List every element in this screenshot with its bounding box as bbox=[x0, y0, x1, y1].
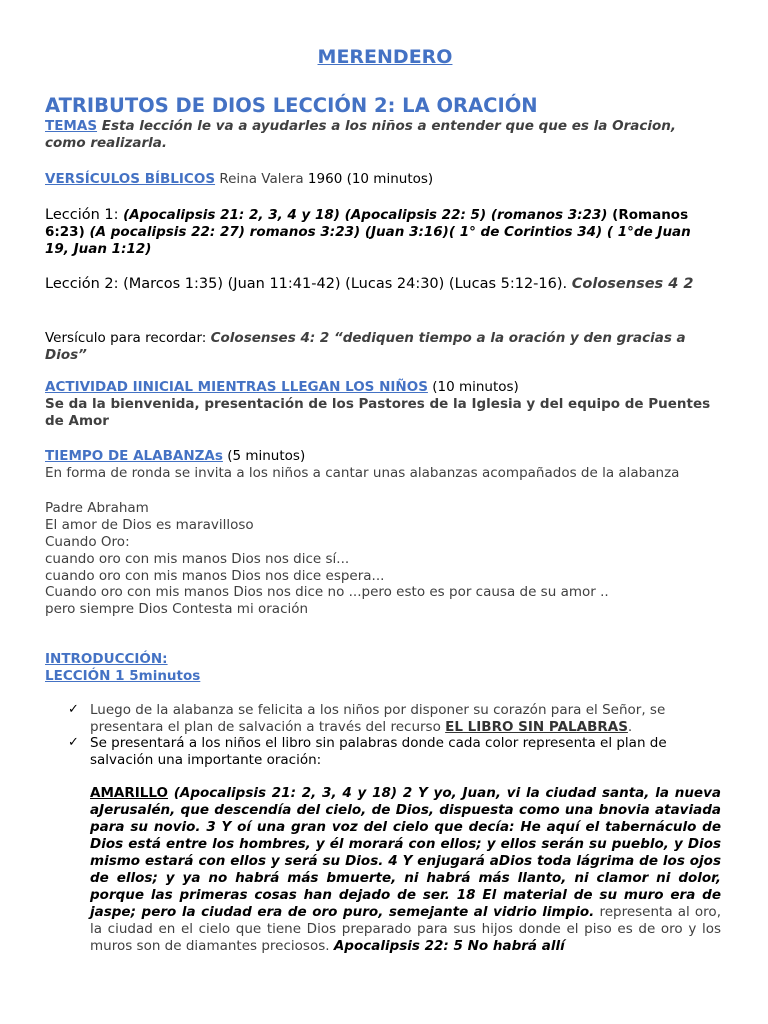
leccion1-ref3: (romanos 3:23) bbox=[486, 207, 608, 223]
alabanzas-time: (5 minutos) bbox=[222, 448, 306, 464]
song-line: Cuando oro con mis manos Dios nos dice no ...pero esto es por causa de su amor .. bbox=[45, 584, 609, 600]
amarillo-end: Apocalipsis 22: 5 No habrá allí bbox=[333, 938, 565, 954]
checkmark-icon: ✓ bbox=[68, 735, 79, 750]
bullet-1-bold: EL LIBRO SIN PALABRAS bbox=[445, 719, 628, 735]
leccion2-paragraph bbox=[45, 276, 717, 293]
versiculo-recordar-prefix: Versículo para recordar: bbox=[45, 330, 211, 346]
leccion2-prefix: Lección 2: (Marcos 1:35) (Juan 11:41-42) (Lucas 24:30) (Lucas 5:12-16). bbox=[45, 276, 572, 292]
amarillo-label: AMARILLO bbox=[90, 785, 168, 801]
versiculos-year: 1960 (10 minutos) bbox=[307, 171, 434, 187]
leccion1-ref5: (A pocalipsis 22: 27) romanos 3:23) bbox=[84, 224, 361, 240]
leccion2-colosenses: Colosenses 4 2 bbox=[571, 276, 694, 292]
versiculos-label: VERSÍCULOS BÍBLICOS bbox=[45, 171, 216, 187]
bullet-item-1 bbox=[90, 702, 720, 736]
introduccion-label: INTRODUCCIÓN: bbox=[45, 651, 168, 667]
lesson-heading: ATRIBUTOS DE DIOS LECCIÓN 2: LA ORACIÓN bbox=[45, 94, 538, 117]
alabanzas-label: TIEMPO DE ALABANZAs bbox=[45, 448, 223, 464]
song-line: cuando oro con mis manos Dios nos dice espera... bbox=[45, 568, 385, 584]
bullet-1-end: . bbox=[627, 719, 633, 735]
leccion1-ref6: (Juan 3:16)( 1° de Corintios 34) ( 1°de Juan 19, Juan 1:12) bbox=[45, 224, 691, 257]
bullet-1-text: Luego de la alabanza se felicita a los niños por disponer su corazón para el Señor, se presentara el plan de salvación a través del recurso bbox=[90, 702, 666, 735]
leccion1-sublabel: LECCIÓN 1 5minutos bbox=[45, 668, 201, 684]
document-title: MERENDERO bbox=[317, 46, 453, 68]
temas-label: TEMAS bbox=[45, 118, 98, 134]
leccion1-ref4: (Romanos 6:23) bbox=[45, 207, 689, 240]
amarillo-plain: representa al oro, la ciudad en el cielo que tiene Dios preparado para sus hijos donde el piso es de oro y los muros son de diamantes preciosos. bbox=[90, 904, 721, 954]
song-line: Cuando Oro: bbox=[45, 534, 130, 550]
versiculo-recordar-text: Colosenses 4: 2 “dediquen tiempo a la oración y den gracias a Dios” bbox=[45, 330, 686, 363]
song-line: Padre Abraham bbox=[45, 500, 149, 516]
temas-text: Esta lección le va a ayudarles a los niños a entender que que es la Oracion, como realizarla. bbox=[45, 118, 676, 151]
bullet-item-2: Se presentará a los niños el libro sin palabras donde cada color representa el plan de salvación una importante oración: bbox=[90, 735, 667, 768]
actividad-line bbox=[45, 379, 717, 396]
actividad-text: Se da la bienvenida, presentación de los Pastores de la Iglesia y del equipo de Puentes de Amor bbox=[45, 396, 711, 429]
leccion1-prefix: Lección 1: bbox=[45, 207, 124, 223]
alabanzas-line bbox=[45, 448, 717, 465]
amarillo-paragraph bbox=[90, 785, 721, 955]
checkmark-icon: ✓ bbox=[68, 702, 79, 717]
song-line: El amor de Dios es maravilloso bbox=[45, 517, 254, 533]
song-line: pero siempre Dios Contesta mi oración bbox=[45, 601, 309, 617]
temas-paragraph bbox=[45, 118, 717, 152]
actividad-label: ACTIVIDAD IINICIAL MIENTRAS LLEGAN LOS NIÑOS bbox=[45, 379, 428, 395]
versiculos-text: Reina Valera bbox=[215, 171, 308, 187]
versiculo-recordar bbox=[45, 330, 717, 364]
actividad-time: (10 minutos) bbox=[427, 379, 519, 395]
leccion1-ref1: (Apocalipsis 21: 2, 3, 4 y 18) bbox=[123, 207, 340, 223]
song-line: cuando oro con mis manos Dios nos dice sí... bbox=[45, 551, 350, 567]
leccion1-paragraph bbox=[45, 207, 717, 258]
versiculos-line bbox=[45, 171, 717, 188]
alabanzas-intro: En forma de ronda se invita a los niños a cantar unas alabanzas acompañados de la alabanza bbox=[45, 465, 680, 481]
leccion1-ref2: (Apocalipsis 22: 5) bbox=[339, 207, 487, 223]
amarillo-verse: (Apocalipsis 21: 2, 3, 4 y 18) 2 Y yo, Juan, vi la ciudad santa, la nueva aJerusalén, que descendía del cielo, de Dios, dispuesta como una bnovia ataviada para su novio. 3 Y oí una gran voz del cielo que decía: He aquí el tabernáculo de Dios está entre los hombres, y él morará con ellos; y ellos serán su pueblo, y Dios mismo estará con ellos y será su Dios. 4 Y enjugará aDios toda lágrima de los ojos de ellos; y ya no habrá más bmuerte, ni habrá más llanto, ni clamor ni dolor, porque las primeras cosas han dejado de ser. 18 El material de su muro era de jaspe; pero la ciudad era de oro puro, semejante al vidrio limpio. bbox=[90, 785, 721, 920]
